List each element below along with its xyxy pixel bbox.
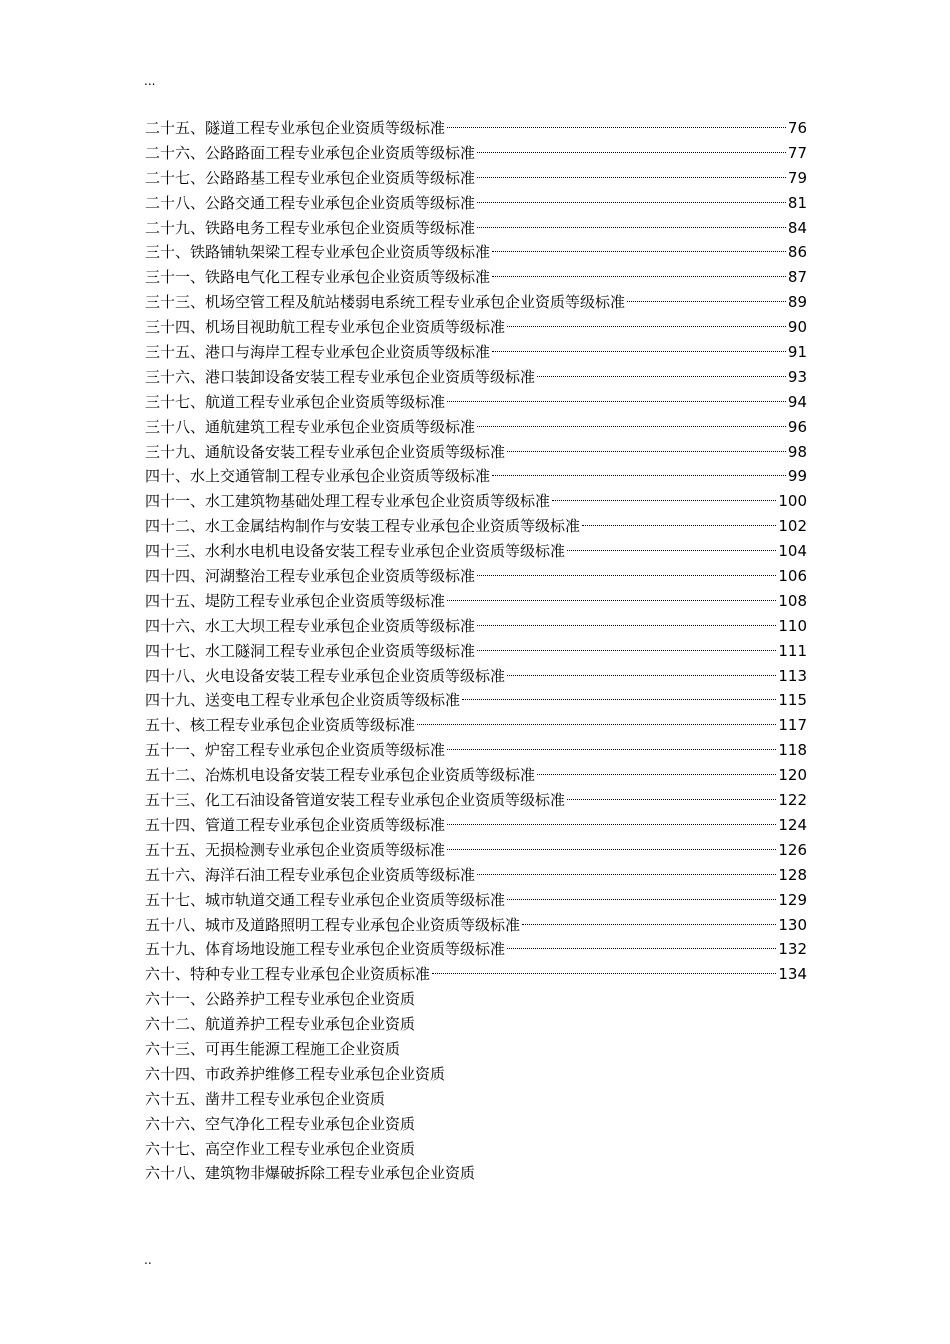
toc-entry-title: 六十六、空气净化工程专业承包企业资质 xyxy=(145,1114,416,1133)
toc-entry-title: 二十五、隧道工程专业承包企业资质等级标准 xyxy=(145,119,446,137)
toc-entry-title: 四十、水上交通管制工程专业承包企业资质等级标准 xyxy=(145,467,491,486)
toc-entry-page-number: 86 xyxy=(787,243,807,262)
toc-entry[interactable] xyxy=(145,763,807,788)
toc-entry-page-number: 99 xyxy=(787,467,807,486)
toc-entry[interactable] xyxy=(145,1137,807,1162)
toc-entry-page-number: 118 xyxy=(778,741,807,760)
toc-entry[interactable] xyxy=(145,664,807,689)
toc-dot-leader xyxy=(507,326,786,327)
toc-entry-title: 六十五、凿井工程专业承包企业资质 xyxy=(145,1089,386,1108)
toc-entry[interactable] xyxy=(145,489,807,514)
toc-entry-page-number: 110 xyxy=(778,616,807,635)
toc-entry-page-number: 124 xyxy=(778,815,807,834)
toc-entry-title: 六十八、建筑物非爆破拆除工程专业承包企业资质 xyxy=(145,1164,476,1183)
toc-entry-page-number: 117 xyxy=(778,716,807,735)
toc-dot-leader xyxy=(477,575,776,576)
toc-dot-leader xyxy=(432,973,776,974)
toc-entry-page-number: 108 xyxy=(778,591,807,610)
toc-entry-page-number: 129 xyxy=(778,890,807,909)
toc-entry[interactable] xyxy=(145,639,807,664)
toc-dot-leader xyxy=(492,276,786,277)
toc-dot-leader xyxy=(507,451,786,452)
toc-entry-title: 四十五、堤防工程专业承包企业资质等级标准 xyxy=(145,591,446,610)
toc-entry[interactable] xyxy=(145,440,807,465)
toc-entry-title: 三十六、港口装卸设备安装工程专业承包企业资质等级标准 xyxy=(145,367,536,386)
toc-entry-title: 三十九、通航设备安装工程专业承包企业资质等级标准 xyxy=(145,442,506,461)
toc-entry-title: 二十七、公路路基工程专业承包企业资质等级标准 xyxy=(145,168,476,187)
toc-entry-title: 四十八、火电设备安装工程专业承包企业资质等级标准 xyxy=(145,666,506,685)
toc-entry[interactable] xyxy=(145,265,807,290)
toc-dot-leader xyxy=(462,699,776,700)
toc-entry-title: 五十四、管道工程专业承包企业资质等级标准 xyxy=(145,815,446,834)
toc-dot-leader xyxy=(417,724,776,725)
toc-entry-page-number: 113 xyxy=(778,666,807,685)
toc-dot-leader xyxy=(507,675,776,676)
toc-entry-title: 二十九、铁路电务工程专业承包企业资质等级标准 xyxy=(145,218,476,237)
toc-entry[interactable] xyxy=(145,315,807,340)
toc-entry[interactable] xyxy=(145,713,807,738)
toc-dot-leader xyxy=(447,600,776,601)
toc-dot-leader xyxy=(447,749,776,750)
toc-entry-page-number: 111 xyxy=(778,641,807,660)
toc-entry-page-number: 104 xyxy=(778,542,807,561)
toc-entry-title: 五十九、体育场地设施工程专业承包企业资质等级标准 xyxy=(145,940,506,959)
toc-entry-page-number: 132 xyxy=(778,940,807,959)
toc-entry-page-number: 87 xyxy=(787,268,807,287)
toc-entry[interactable] xyxy=(145,340,807,365)
toc-entry-page-number: 120 xyxy=(778,766,807,785)
toc-entry[interactable] xyxy=(145,863,807,888)
toc-entry-title: 四十六、水工大坝工程专业承包企业资质等级标准 xyxy=(145,616,476,635)
toc-entry-page-number: 128 xyxy=(778,865,807,884)
toc-entry[interactable] xyxy=(145,1012,807,1037)
toc-entry[interactable] xyxy=(145,1112,807,1137)
toc-entry-page-number: 84 xyxy=(787,218,807,237)
toc-entry[interactable] xyxy=(145,564,807,589)
toc-entry[interactable] xyxy=(145,813,807,838)
toc-entry-page-number: 94 xyxy=(787,392,807,411)
toc-dot-leader xyxy=(627,301,786,302)
toc-dot-leader xyxy=(507,948,776,949)
toc-entry-page-number: 102 xyxy=(778,517,807,536)
toc-entry-title: 五十、核工程专业承包企业资质等级标准 xyxy=(145,716,416,735)
toc-dot-leader xyxy=(582,525,776,526)
toc-entry-title: 五十三、化工石油设备管道安装工程专业承包企业资质等级标准 xyxy=(145,791,566,810)
toc-dot-leader xyxy=(537,376,786,377)
toc-entry-page-number: 76 xyxy=(787,119,807,137)
toc-entry-page-number: 96 xyxy=(787,417,807,436)
toc-entry-title: 六十三、可再生能源工程施工企业资质 xyxy=(145,1039,401,1058)
toc-dot-leader xyxy=(567,799,776,800)
toc-entry[interactable] xyxy=(145,240,807,265)
toc-entry-title: 四十二、水工金属结构制作与安装工程专业承包企业资质等级标准 xyxy=(145,517,581,536)
toc-entry-title: 三十一、铁路电气化工程专业承包企业资质等级标准 xyxy=(145,268,491,287)
toc-entry[interactable] xyxy=(145,888,807,913)
toc-entry-title: 五十六、海洋石油工程专业承包企业资质等级标准 xyxy=(145,865,476,884)
toc-dot-leader xyxy=(552,500,776,501)
toc-entry[interactable] xyxy=(145,365,807,390)
toc-entry[interactable] xyxy=(145,987,807,1012)
toc-dot-leader xyxy=(447,401,786,402)
toc-entry-title: 五十一、炉窑工程专业承包企业资质等级标准 xyxy=(145,741,446,760)
toc-entry-page-number: 130 xyxy=(778,915,807,934)
toc-entry[interactable] xyxy=(145,464,807,489)
toc-entry-title: 六十四、市政养护维修工程专业承包企业资质 xyxy=(145,1064,446,1083)
toc-entry-title: 四十四、河湖整治工程专业承包企业资质等级标准 xyxy=(145,567,476,586)
toc-dot-leader xyxy=(492,351,786,352)
toc-entry-title: 二十八、公路交通工程专业承包企业资质等级标准 xyxy=(145,193,476,212)
toc-entry-title: 四十九、送变电工程专业承包企业资质等级标准 xyxy=(145,691,461,710)
toc-dot-leader xyxy=(477,650,776,651)
toc-dot-leader xyxy=(477,152,786,153)
toc-entry[interactable] xyxy=(145,1161,807,1186)
toc-entry-title: 三十三、机场空管工程及航站楼弱电系统工程专业承包企业资质等级标准 xyxy=(145,293,626,312)
toc-entry-title: 六十二、航道养护工程专业承包企业资质 xyxy=(145,1015,416,1034)
toc-entry-title: 四十一、水工建筑物基础处理工程专业承包企业资质等级标准 xyxy=(145,492,551,511)
toc-entry[interactable] xyxy=(145,116,807,141)
toc-entry[interactable] xyxy=(145,913,807,938)
toc-entry[interactable] xyxy=(145,390,807,415)
toc-dot-leader xyxy=(447,127,786,128)
toc-entry-title: 三十、铁路铺轨架梁工程专业承包企业资质等级标准 xyxy=(145,243,491,262)
toc-dot-leader xyxy=(477,426,786,427)
toc-entry[interactable] xyxy=(145,589,807,614)
toc-entry-page-number: 79 xyxy=(787,168,807,187)
toc-dot-leader xyxy=(567,550,776,551)
toc-entry[interactable] xyxy=(145,216,807,241)
toc-entry[interactable] xyxy=(145,838,807,863)
toc-entry[interactable] xyxy=(145,141,807,166)
toc-entry-title: 四十七、水工隧洞工程专业承包企业资质等级标准 xyxy=(145,641,476,660)
toc-dot-leader xyxy=(507,899,776,900)
toc-entry[interactable] xyxy=(145,1087,807,1112)
toc-dot-leader xyxy=(477,625,776,626)
toc-entry-page-number: 89 xyxy=(787,293,807,312)
toc-entry[interactable] xyxy=(145,688,807,713)
toc-entry-title: 五十七、城市轨道交通工程专业承包企业资质等级标准 xyxy=(145,890,506,909)
toc-entry-title: 六十七、高空作业工程专业承包企业资质 xyxy=(145,1139,416,1158)
toc-entry-page-number: 81 xyxy=(787,193,807,212)
toc-entry-title: 三十八、通航建筑工程专业承包企业资质等级标准 xyxy=(145,417,476,436)
page-header-mark: ... xyxy=(144,74,156,88)
toc-entry-title: 六十、特种专业工程专业承包企业资质标准 xyxy=(145,965,431,984)
toc-dot-leader xyxy=(492,251,786,252)
toc-dot-leader xyxy=(477,874,776,875)
toc-entry-page-number: 77 xyxy=(787,143,807,162)
toc-dot-leader xyxy=(447,849,776,850)
toc-entry[interactable] xyxy=(145,415,807,440)
toc-entry[interactable] xyxy=(145,166,807,191)
toc-entry-page-number: 106 xyxy=(778,567,807,586)
toc-entry-title: 五十五、无损检测专业承包企业资质等级标准 xyxy=(145,840,446,859)
toc-entry-page-number: 122 xyxy=(778,791,807,810)
toc-entry-title: 三十五、港口与海岸工程专业承包企业资质等级标准 xyxy=(145,343,491,362)
toc-entry-page-number: 93 xyxy=(787,367,807,386)
toc-entry[interactable] xyxy=(145,539,807,564)
toc-entry-page-number: 126 xyxy=(778,840,807,859)
toc-entry-page-number: 100 xyxy=(778,492,807,511)
toc-entry-page-number: 115 xyxy=(778,691,807,710)
toc-dot-leader xyxy=(477,202,786,203)
toc-entry-page-number: 134 xyxy=(778,965,807,984)
toc-dot-leader xyxy=(522,924,776,925)
toc-dot-leader xyxy=(492,475,786,476)
toc-dot-leader xyxy=(537,774,776,775)
toc-entry-title: 五十二、冶炼机电设备安装工程专业承包企业资质等级标准 xyxy=(145,766,536,785)
toc-entry[interactable] xyxy=(145,937,807,962)
toc-entry-title: 三十七、航道工程专业承包企业资质等级标准 xyxy=(145,392,446,411)
page-footer-mark: .. xyxy=(144,1253,152,1267)
table-of-contents xyxy=(145,116,807,1186)
toc-entry-title: 三十四、机场目视助航工程专业承包企业资质等级标准 xyxy=(145,318,506,337)
toc-dot-leader xyxy=(477,227,786,228)
toc-entry[interactable] xyxy=(145,1037,807,1062)
toc-entry-title: 六十一、公路养护工程专业承包企业资质 xyxy=(145,990,416,1009)
toc-entry[interactable] xyxy=(145,191,807,216)
toc-entry-title: 五十八、城市及道路照明工程专业承包企业资质等级标准 xyxy=(145,915,521,934)
toc-entry[interactable] xyxy=(145,962,807,987)
toc-entry-title: 二十六、公路路面工程专业承包企业资质等级标准 xyxy=(145,143,476,162)
toc-dot-leader xyxy=(477,177,786,178)
toc-entry[interactable] xyxy=(145,290,807,315)
toc-entry-page-number: 98 xyxy=(787,442,807,461)
toc-entry[interactable] xyxy=(145,1062,807,1087)
toc-entry-title: 四十三、水利水电机电设备安装工程专业承包企业资质等级标准 xyxy=(145,542,566,561)
toc-dot-leader xyxy=(447,824,776,825)
toc-entry-page-number: 91 xyxy=(787,343,807,362)
toc-entry[interactable] xyxy=(145,788,807,813)
toc-entry[interactable] xyxy=(145,514,807,539)
toc-entry-page-number: 90 xyxy=(787,318,807,337)
toc-entry[interactable] xyxy=(145,614,807,639)
toc-entry[interactable] xyxy=(145,738,807,763)
